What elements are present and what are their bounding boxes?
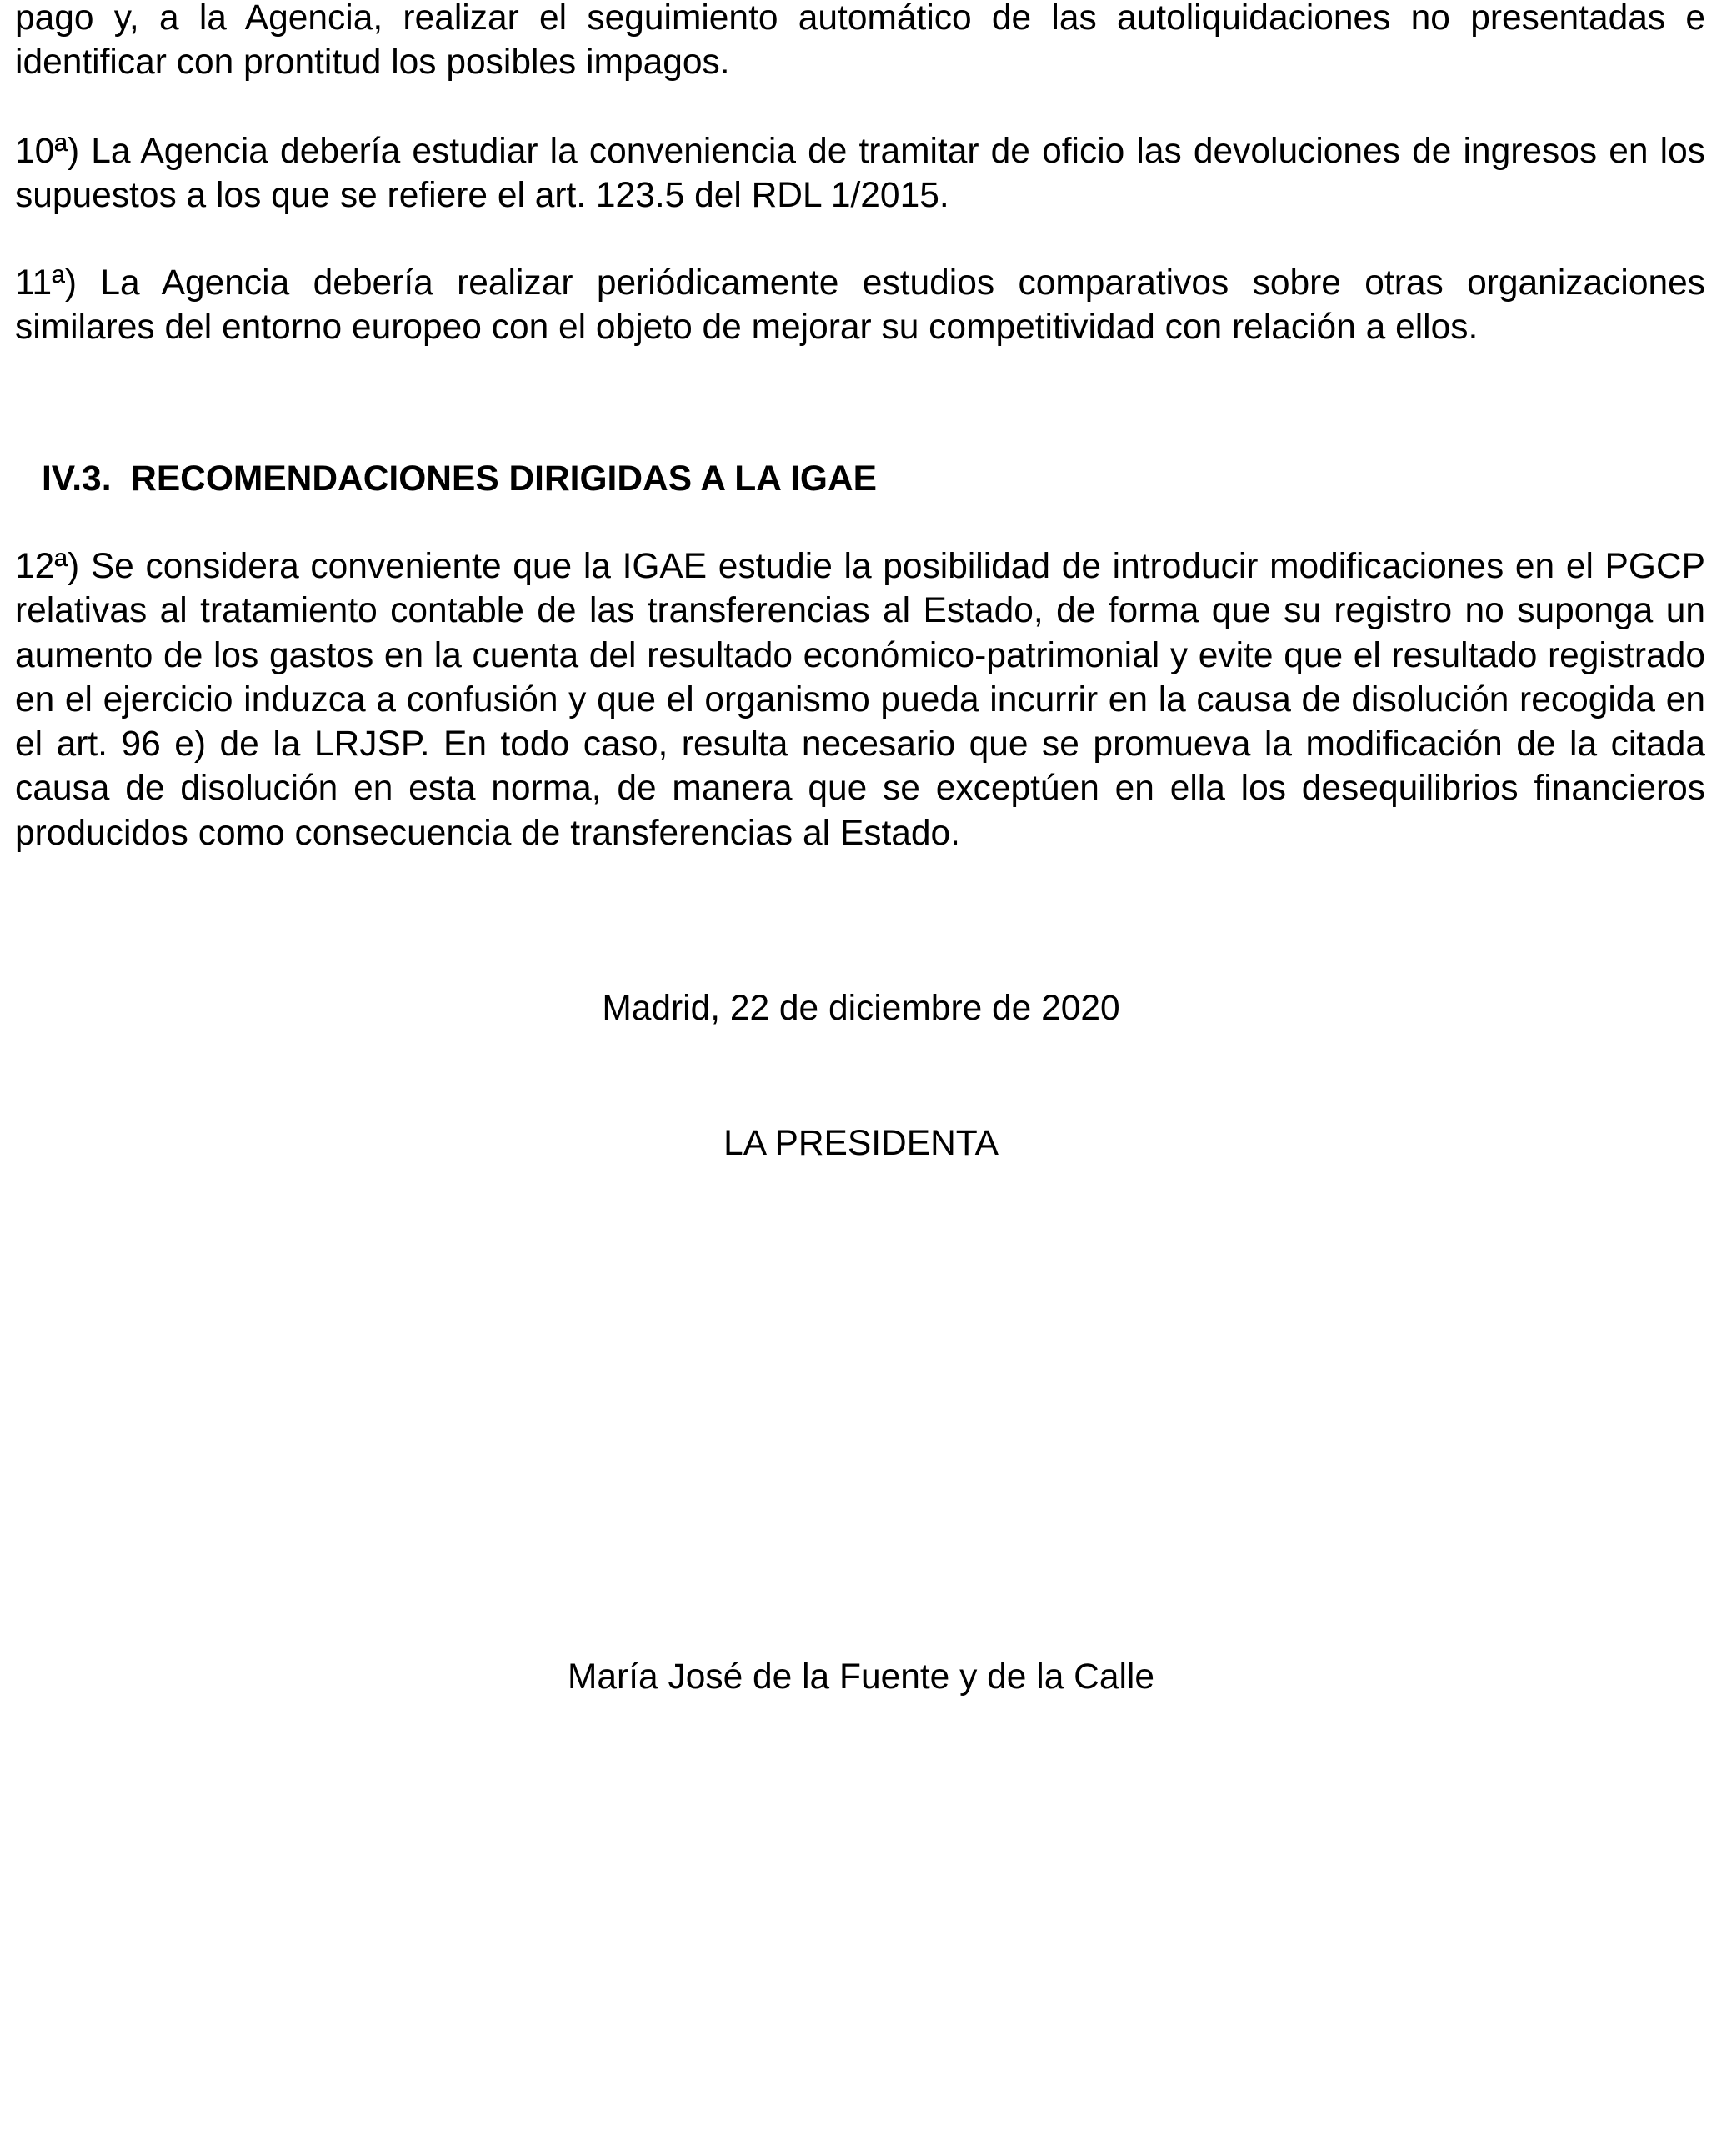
recommendation-11: 11ª) La Agencia debería realizar periódicamente estudios comparativos sobre otras organizaciones similares del entorno europeo con el objeto de mejorar su competitividad con relación a ellos. <box>15 263 1705 348</box>
signatory-role: LA PRESIDENTA <box>723 1124 999 1163</box>
recommendation-10: 10ª) La Agencia debería estudiar la conveniencia de tramitar de oficio las devoluciones de ingresos en los supuestos a los que se refiere el art. 123.5 del RDL 1/2015. <box>15 132 1705 216</box>
place-date: Madrid, 22 de diciembre de 2020 <box>602 989 1120 1028</box>
signatory-name: María José de la Fuente y de la Calle <box>568 1657 1154 1697</box>
paragraph-intro: pago y, a la Agencia, realizar el seguimiento automático de las autoliquidaciones no presentadas e identificar con prontitud los posibles impagos. <box>15 0 1705 83</box>
section-heading: IV.3. RECOMENDACIONES DIRIGIDAS A LA IGAE <box>42 459 878 499</box>
recommendation-12: 12ª) Se considera conveniente que la IGAE estudie la posibilidad de introducir modificaciones en el PGCP relativas al tratamiento contable de las transferencias al Estado, de forma que su registro no suponga un aumento de los gastos en la cuenta del resultado económico-patrimonial y evite que el resultado registrado en el ejercicio induzca a confusión y que el organismo pueda incurrir en la causa de disolución recogida en el art. 96 e) de la LRJSP. En todo caso, resulta necesario que se promueva la modificación de la citada causa de disolución en esta norma, de manera que se exceptúen en ella los desequilibrios financieros producidos como consecuencia de transferencias al Estado. <box>15 547 1705 853</box>
